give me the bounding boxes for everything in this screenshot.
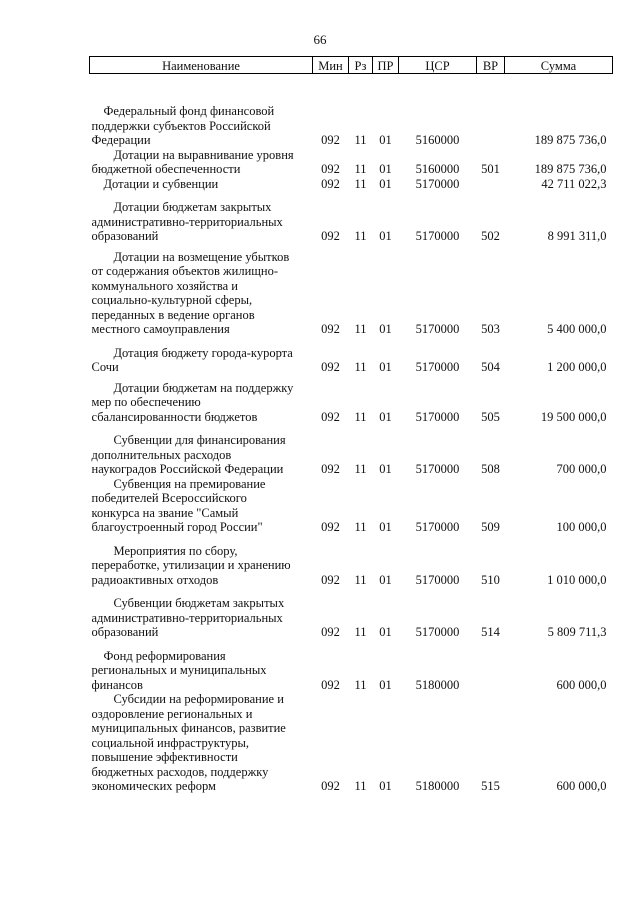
row-name-line: сбалансированности бюджетов (91, 409, 258, 424)
row-name-line: конкурса на звание "Самый (91, 505, 239, 520)
row-min: 092 (321, 409, 340, 424)
row-rz: 11 (354, 520, 367, 534)
row-name-line: бюджетных расходов, поддержку (91, 764, 269, 779)
row-pr: 01 (379, 360, 392, 374)
row-pr: 01 (379, 133, 392, 147)
row-name (90, 692, 313, 794)
row-pr: 01 (379, 229, 392, 243)
row-rz: 11 (354, 322, 367, 336)
row-vr (477, 74, 505, 148)
row-name-line: Дотации на возмещение убытков (113, 249, 290, 264)
table-row (90, 191, 613, 244)
row-vr: 501 (481, 162, 500, 176)
row-vr (477, 640, 505, 693)
table-row (90, 692, 613, 794)
row-pr: 01 (379, 462, 392, 476)
row-pr: 01 (379, 162, 392, 176)
row-pr: 01 (379, 677, 392, 692)
row-vr (477, 177, 505, 192)
row-pr: 01 (379, 520, 392, 534)
row-name-line: экономических реформ (91, 779, 216, 793)
row-rz: 11 (354, 572, 367, 587)
row-rz: 11 (354, 409, 367, 424)
row-rz: 11 (354, 462, 367, 476)
row-sum: 1 010 000,0 (547, 572, 607, 587)
row-min: 092 (321, 229, 340, 243)
row-vr: 515 (481, 779, 500, 793)
row-rz: 11 (354, 779, 367, 793)
row-name (90, 177, 313, 192)
row-sum: 1 200 000,0 (547, 360, 607, 374)
row-name-line: от содержания объектов жилищно- (91, 264, 278, 278)
row-name-line: Дотации и субвенции (103, 176, 219, 191)
row-pr: 01 (379, 176, 392, 191)
row-csr: 5170000 (415, 409, 460, 424)
table-row (90, 148, 613, 177)
header-pr: ПР (373, 57, 399, 74)
row-sum: 100 000,0 (556, 520, 607, 534)
row-pr: 01 (379, 625, 392, 639)
table-row (90, 477, 613, 535)
header-min: Мин (313, 57, 349, 74)
row-sum: 42 711 022,3 (541, 176, 607, 191)
row-csr: 5170000 (415, 572, 460, 587)
row-name (90, 74, 313, 148)
row-sum: 5 809 711,3 (547, 625, 607, 639)
row-name (90, 337, 313, 375)
row-csr: 5180000 (415, 779, 460, 793)
row-name-line: Субвенции бюджетам закрытых (113, 596, 285, 610)
row-min: 092 (321, 133, 340, 147)
row-csr: 5180000 (415, 677, 460, 692)
table-row (90, 640, 613, 693)
row-name-line: радиоактивных отходов (91, 572, 219, 587)
row-sum: 19 500 000,0 (540, 409, 607, 424)
row-csr: 5170000 (415, 520, 460, 534)
row-name-line: переданных в ведение органов (91, 307, 255, 322)
row-vr: 504 (481, 360, 500, 374)
row-rz: 11 (354, 133, 367, 147)
row-rz: 11 (354, 176, 367, 191)
row-pr: 01 (379, 322, 392, 336)
row-name-line: Субсидии на реформирование и (113, 692, 284, 706)
row-csr: 5160000 (415, 162, 460, 176)
row-min: 092 (321, 462, 340, 476)
row-min: 092 (321, 162, 340, 176)
row-name-line: благоустроенный город России" (91, 520, 263, 534)
row-name-line: оздоровление региональных и (91, 706, 253, 721)
row-csr: 5160000 (415, 133, 460, 147)
row-sum: 700 000,0 (556, 462, 607, 476)
row-vr: 505 (481, 409, 500, 424)
row-sum: 8 991 311,0 (547, 229, 607, 243)
row-name-line: региональных и муниципальных (91, 663, 267, 677)
header-name: Наименование (90, 57, 313, 74)
row-vr: 508 (481, 462, 500, 476)
row-pr: 01 (379, 572, 392, 587)
row-name-line: мер по обеспечению (91, 395, 201, 409)
row-min: 092 (321, 360, 340, 374)
row-min: 092 (321, 520, 340, 534)
row-name-line: образований (91, 229, 159, 243)
row-min: 092 (321, 677, 340, 692)
budget-table (89, 56, 613, 794)
row-name-line: дополнительных расходов (91, 447, 232, 462)
row-name-line: Дотации на выравнивание уровня (113, 147, 294, 162)
row-name-line: Субвенция на премирование (113, 476, 266, 491)
table-row (90, 375, 613, 425)
row-name-line: Сочи (91, 360, 119, 374)
row-csr: 5170000 (415, 462, 460, 476)
row-rz: 11 (354, 229, 367, 243)
table-row (90, 337, 613, 375)
header-sum: Сумма (505, 57, 613, 74)
row-min: 092 (321, 322, 340, 336)
row-name (90, 244, 313, 337)
row-name-line: Дотация бюджету города-курорта (113, 345, 293, 360)
row-csr: 5170000 (415, 360, 460, 374)
row-min: 092 (321, 625, 340, 639)
page-number: 66 (313, 32, 327, 47)
row-vr: 502 (481, 229, 500, 243)
row-name (90, 477, 313, 535)
row-name-line: Мероприятия по сбору, (113, 543, 238, 558)
row-name-line: Субвенции для финансирования (113, 433, 286, 447)
row-name-line: административно-территориальных (91, 610, 283, 625)
row-sum: 189 875 736,0 (534, 162, 607, 176)
table-row (90, 587, 613, 640)
row-name (90, 587, 313, 640)
row-name-line: социально-культурной сферы, (91, 293, 253, 307)
row-sum: 189 875 736,0 (534, 133, 607, 147)
row-name (90, 535, 313, 588)
row-name-line: финансов (91, 677, 143, 692)
row-name-line: Дотации бюджетам на поддержку (113, 380, 294, 395)
row-name-line: муниципальных финансов, развитие (91, 721, 286, 735)
row-csr: 5170000 (415, 322, 460, 336)
header-csr: ЦСР (399, 57, 477, 74)
row-name-line: наукоградов Российской Федерации (91, 462, 284, 476)
row-name-line: переработке, утилизации и хранению (91, 558, 291, 572)
row-vr: 503 (481, 322, 500, 336)
row-name-line: коммунального хозяйства и (91, 278, 238, 293)
row-name-line: Федерации (91, 133, 151, 147)
row-name (90, 375, 313, 425)
row-vr: 514 (481, 625, 500, 639)
table-body (90, 74, 613, 794)
table-row (90, 177, 613, 192)
row-name-line: бюджетной обеспеченности (91, 162, 241, 176)
row-sum: 600 000,0 (556, 677, 607, 692)
table-row (90, 244, 613, 337)
row-name-line: местного самоуправления (91, 322, 230, 336)
row-min: 092 (321, 176, 340, 191)
row-name (90, 640, 313, 693)
row-rz: 11 (354, 625, 367, 639)
row-csr: 5170000 (415, 176, 460, 191)
table-header (90, 57, 613, 74)
header-rz: Рз (349, 57, 373, 74)
row-rz: 11 (354, 677, 367, 692)
row-csr: 5170000 (415, 625, 460, 639)
row-name-line: образований (91, 625, 159, 639)
row-name-line: Дотации бюджетам закрытых (113, 200, 272, 214)
row-vr: 510 (481, 572, 500, 587)
row-rz: 11 (354, 162, 367, 176)
row-vr: 509 (481, 520, 500, 534)
table-row (90, 535, 613, 588)
row-name-line: Фонд реформирования (103, 648, 226, 663)
row-name-line: административно-территориальных (91, 214, 283, 229)
row-name-line: повышение эффективности (91, 750, 238, 764)
row-pr: 01 (379, 409, 392, 424)
row-sum: 600 000,0 (556, 779, 607, 793)
row-pr: 01 (379, 779, 392, 793)
row-name-line: победителей Всероссийского (91, 491, 247, 505)
row-csr: 5170000 (415, 229, 460, 243)
row-name (90, 148, 313, 177)
row-name-line: социальной инфраструктуры, (91, 735, 250, 750)
header-vr: ВР (477, 57, 505, 74)
table-row (90, 74, 613, 148)
table-row (90, 424, 613, 477)
row-name (90, 191, 313, 244)
row-name-line: поддержки субъектов Российской (91, 118, 271, 133)
row-min: 092 (321, 572, 340, 587)
row-sum: 5 400 000,0 (547, 322, 607, 336)
row-min: 092 (321, 779, 340, 793)
row-name (90, 424, 313, 477)
row-rz: 11 (354, 360, 367, 374)
row-name-line: Федеральный фонд финансовой (103, 104, 275, 118)
